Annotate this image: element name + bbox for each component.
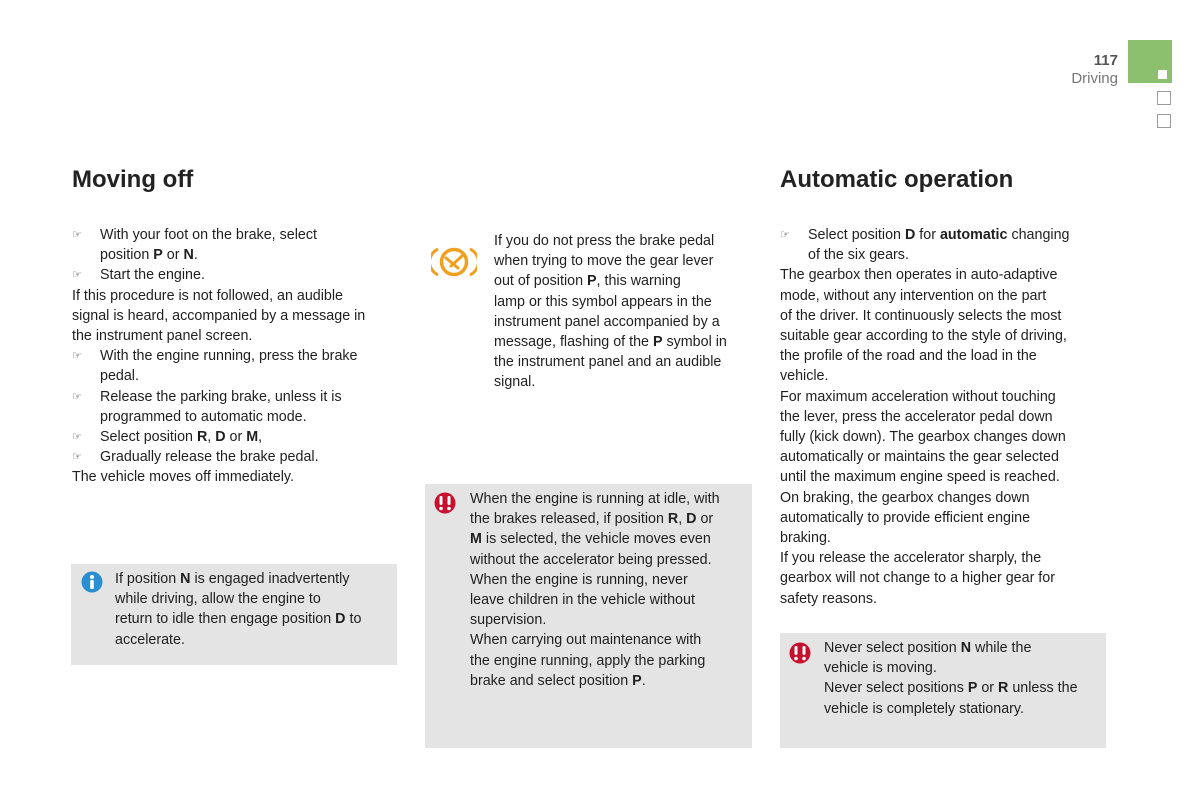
text-run: when trying to move the gear lever [494, 253, 714, 270]
text-run: , [678, 511, 687, 528]
warning-box-idle-text [470, 489, 750, 691]
text-run: programmed to automatic mode. [100, 408, 307, 425]
brake-pedal-warning-icon [431, 244, 477, 280]
info-box [71, 564, 397, 665]
text-run: or [162, 247, 184, 264]
text-run: , this warning [596, 273, 681, 290]
text-line [72, 467, 402, 487]
automatic-operation-text [780, 225, 1110, 609]
text-line [115, 589, 390, 609]
text-run: out of position [494, 273, 587, 290]
text-run: symbol in [662, 334, 727, 351]
text-run: The vehicle moves off immediately. [72, 469, 294, 486]
text-line [494, 372, 754, 392]
text-line [494, 231, 754, 251]
info-icon [81, 571, 103, 593]
text-run: the lever, press the accelerator pedal down [780, 408, 1053, 425]
text-run: leave children in the vehicle without [470, 592, 695, 609]
bold-text-run: P [652, 334, 663, 351]
bullet-icon: ☞ [72, 229, 82, 241]
text-line [494, 292, 754, 312]
text-line [470, 610, 750, 630]
text-line [72, 265, 402, 285]
text-line [780, 568, 1110, 588]
text-run: safety reasons. [780, 590, 877, 607]
warning-box-positions-text [824, 638, 1104, 719]
text-run: fully (kick down). The gearbox changes down [780, 429, 1066, 446]
text-run: . [193, 247, 198, 264]
text-run: vehicle is completely stationary. [824, 700, 1024, 717]
page-number: 117 [1093, 52, 1118, 69]
text-run: automatically to provide efficient engine [780, 509, 1031, 526]
text-line [494, 271, 754, 291]
text-run: automatically or maintains the gear selected [780, 449, 1059, 466]
warning-box-idle [425, 484, 752, 748]
text-run: If you do not press the brake pedal [494, 233, 715, 249]
text-run: With the engine running, press the brake [100, 348, 358, 365]
text-run: while driving, allow the engine to [115, 591, 321, 608]
warning-box-positions [780, 633, 1106, 748]
text-line [494, 312, 754, 332]
text-run: Never select position [824, 640, 961, 656]
text-run: message, flashing of the [494, 334, 653, 351]
text-line [780, 326, 1110, 346]
bold-text-run: N [180, 571, 191, 587]
chapter-tab [1128, 40, 1172, 83]
bold-text-run: N [183, 247, 194, 264]
bullet-icon: ☞ [72, 431, 82, 444]
text-run: while the [971, 640, 1032, 656]
text-line [470, 651, 750, 671]
bold-text-run: D [904, 227, 916, 243]
text-line [780, 366, 1110, 386]
text-run: changing [1007, 227, 1070, 243]
text-run: vehicle. [780, 368, 829, 385]
text-run: the instrument panel screen. [72, 328, 253, 345]
text-run: With your foot on the brake, select [100, 227, 317, 243]
text-line [780, 447, 1110, 467]
text-run: or [225, 429, 247, 446]
text-run: Start the engine. [100, 267, 205, 284]
text-run: lamp or this symbol appears in the [494, 293, 712, 310]
text-line [470, 590, 750, 610]
text-line [824, 678, 1104, 698]
text-run: the brakes released, if position [470, 511, 668, 528]
text-line [72, 387, 402, 407]
text-run: is engaged inadvertently [190, 571, 350, 587]
text-run: When carrying out maintenance with [470, 632, 702, 649]
text-run: of the driver. It continuously selects the most [780, 307, 1062, 324]
text-run: Gradually release the brake pedal. [100, 449, 319, 466]
bold-text-run: M [470, 531, 482, 548]
bullet-icon: ☞ [72, 451, 82, 464]
text-line [72, 366, 402, 386]
text-run: Release the parking brake, unless it is [100, 388, 342, 405]
text-line [780, 467, 1110, 487]
text-line [72, 306, 402, 326]
text-run: vehicle is moving. [824, 660, 937, 677]
text-run: brake and select position [470, 672, 633, 689]
text-line [72, 286, 402, 306]
text-line [780, 548, 1110, 568]
text-line [780, 508, 1110, 528]
text-line [470, 509, 750, 529]
bold-text-run: P [967, 680, 978, 697]
text-line [494, 352, 754, 372]
bold-text-run: M [246, 429, 259, 446]
text-line [72, 245, 402, 265]
text-line [494, 251, 754, 271]
chapter-marker-empty [1157, 91, 1171, 105]
brake-note-text [494, 231, 754, 393]
text-run: the instrument panel and an audible [494, 354, 722, 371]
text-run: . [641, 672, 646, 689]
text-line [780, 488, 1110, 508]
text-run: For maximum acceleration without touching [780, 388, 1056, 405]
text-run: for [915, 227, 940, 243]
bold-text-run: N [960, 640, 972, 656]
text-run: unless the [1008, 680, 1078, 697]
text-line [780, 306, 1110, 326]
text-run: , [207, 429, 216, 446]
text-line [72, 225, 402, 245]
text-run: Select position [100, 429, 197, 446]
text-line [115, 609, 390, 629]
bold-text-run: P [153, 247, 163, 264]
text-line [115, 569, 390, 589]
text-line [824, 658, 1104, 678]
info-box-text [115, 569, 390, 650]
text-run: the profile of the road and the load in the [780, 348, 1037, 365]
bold-text-run: R [196, 429, 208, 446]
text-line [72, 346, 402, 366]
text-line [780, 589, 1110, 609]
chapter-marker-empty [1157, 114, 1171, 128]
text-run: If this procedure is not followed, an audible [72, 287, 344, 304]
bold-text-run: D [686, 511, 697, 528]
text-line [780, 387, 1110, 407]
text-run: On braking, the gearbox changes down [780, 489, 1030, 506]
text-line [780, 528, 1110, 548]
text-run: or [696, 511, 714, 528]
text-line [470, 671, 750, 691]
text-run: return to idle then engage position [115, 611, 336, 628]
bold-text-run: P [587, 273, 597, 290]
text-run: without the accelerator being pressed. [470, 551, 712, 568]
moving-off-text [72, 225, 402, 488]
bold-text-run: D [215, 429, 226, 446]
text-run: pedal. [100, 368, 139, 385]
text-line [780, 407, 1110, 427]
text-run: the engine running, apply the parking [470, 652, 706, 669]
text-run: When the engine is running, never [470, 571, 688, 588]
text-line [470, 529, 750, 549]
text-line [470, 630, 750, 650]
text-line [780, 265, 1110, 285]
bold-text-run: R [667, 511, 679, 528]
automatic-operation-heading: Automatic operation [780, 166, 1014, 193]
text-line [470, 550, 750, 570]
bullet-icon: ☞ [72, 390, 82, 403]
text-line [780, 346, 1110, 366]
text-line [72, 447, 402, 467]
text-run: of the six gears. [808, 247, 909, 264]
text-run: signal. [494, 374, 536, 391]
text-run: Never select positions [824, 680, 968, 697]
bullet-icon: ☞ [72, 350, 82, 363]
bullet-icon: ☞ [72, 269, 82, 282]
text-run: to [345, 611, 362, 628]
bullet-icon: ☞ [780, 229, 790, 241]
text-run: If you release the accelerator sharply, the [780, 550, 1042, 567]
warning-icon [789, 642, 811, 664]
bold-text-run: D [335, 611, 346, 628]
text-run: braking. [780, 530, 831, 547]
text-line [780, 286, 1110, 306]
text-run: until the maximum engine speed is reached. [780, 469, 1060, 486]
text-run: accelerate. [115, 631, 185, 648]
warning-icon [434, 492, 456, 514]
text-run: When the engine is running at idle, with [470, 491, 720, 507]
text-run: instrument panel accompanied by a [494, 313, 720, 330]
text-run: If position [115, 571, 181, 587]
text-line [494, 332, 754, 352]
text-run: signal is heard, accompanied by a message in [72, 307, 366, 324]
text-run: is selected, the vehicle moves even [481, 531, 711, 548]
text-line [780, 245, 1110, 265]
bold-text-run: P [632, 672, 642, 689]
tab-marker [1158, 70, 1167, 79]
text-run: suitable gear according to the style of driving, [780, 328, 1067, 345]
text-line [72, 427, 402, 447]
text-run: or [977, 680, 999, 697]
text-run: gearbox will not change to a higher gear for [780, 570, 1055, 587]
text-run: mode, without any intervention on the part [780, 287, 1047, 304]
text-line [470, 570, 750, 590]
text-line [824, 638, 1104, 658]
bold-text-run: R [998, 680, 1009, 697]
text-line [780, 427, 1110, 447]
section-title: Driving [1071, 70, 1118, 87]
text-run: supervision. [470, 612, 547, 629]
text-line [115, 630, 390, 650]
moving-off-heading: Moving off [72, 166, 194, 193]
text-run: position [100, 247, 154, 264]
text-line [824, 699, 1104, 719]
text-line [470, 489, 750, 509]
text-line [72, 407, 402, 427]
text-run: , [258, 429, 263, 446]
text-run: The gearbox then operates in auto-adaptive [780, 267, 1058, 284]
text-line [72, 326, 402, 346]
text-run: Select position [808, 227, 905, 243]
text-line [780, 225, 1110, 245]
bold-text-run: automatic [939, 227, 1008, 243]
